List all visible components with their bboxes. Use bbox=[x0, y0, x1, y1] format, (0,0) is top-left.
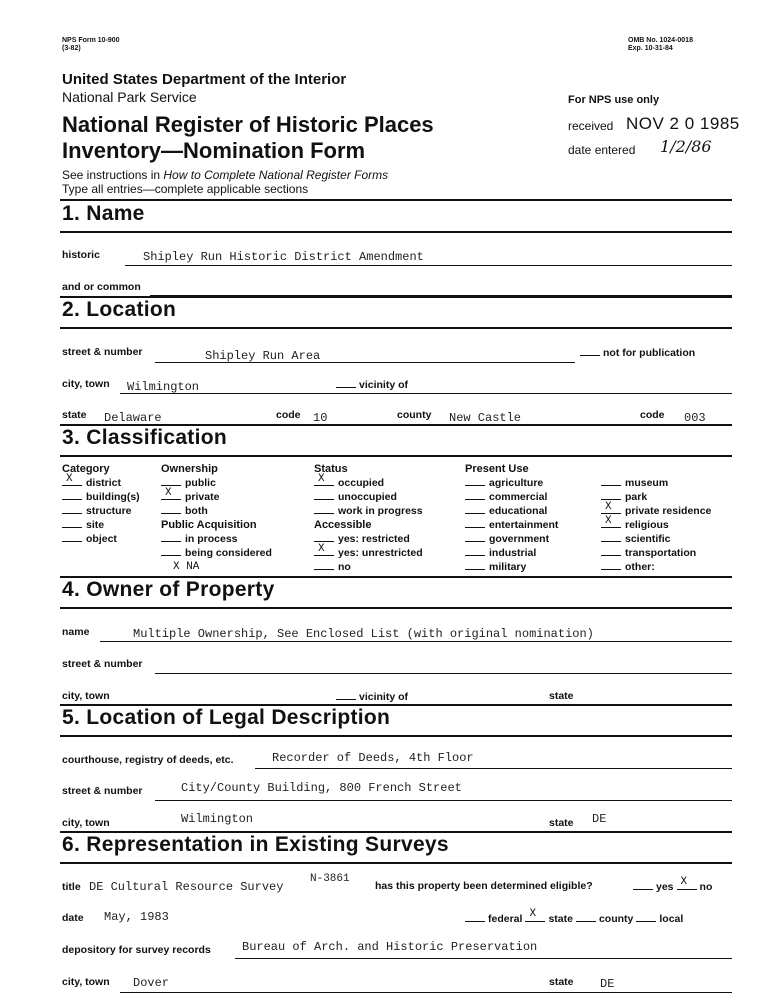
checkbox-blank[interactable] bbox=[161, 487, 181, 500]
form-date: (3-82) bbox=[62, 45, 81, 52]
checkbox-item[interactable] bbox=[465, 504, 558, 518]
field-line bbox=[235, 958, 732, 959]
present-use-column bbox=[465, 462, 558, 574]
checkbox-blank[interactable] bbox=[314, 473, 334, 486]
department-name: United States Department of the Interior bbox=[62, 71, 347, 88]
vicinity-label: vicinity of bbox=[336, 378, 408, 391]
omb-expiration: Exp. 10-31-84 bbox=[628, 45, 673, 52]
street-value: Shipley Run Area bbox=[205, 349, 321, 363]
status-heading: Status bbox=[314, 463, 348, 475]
county-label: county bbox=[397, 409, 432, 421]
checkbox-label: building(s) bbox=[86, 491, 140, 503]
checkbox-label: museum bbox=[625, 477, 669, 489]
received-stamp: NOV 2 0 1985 bbox=[626, 114, 740, 133]
instructions-line2: Type all entries—complete applicable sections bbox=[62, 182, 309, 196]
field-line bbox=[155, 800, 732, 801]
checkbox-item[interactable] bbox=[601, 476, 711, 490]
form-title-line2: Inventory—Nomination Form bbox=[62, 138, 366, 163]
checkbox-label: industrial bbox=[489, 547, 537, 559]
checkbox-item[interactable] bbox=[465, 532, 558, 546]
checkbox-blank[interactable] bbox=[62, 504, 82, 514]
field-line bbox=[120, 992, 732, 993]
section-rule bbox=[60, 607, 732, 609]
checkbox-blank[interactable] bbox=[314, 504, 334, 514]
owner-name-label: name bbox=[62, 626, 90, 638]
checkbox-blank[interactable] bbox=[601, 515, 621, 528]
omb-number: OMB No. 1024-0018 bbox=[628, 37, 693, 44]
checkbox-blank[interactable] bbox=[465, 476, 485, 486]
checkbox-item[interactable] bbox=[62, 473, 140, 490]
section-2-heading: 2. Location bbox=[62, 298, 177, 321]
checkbox-blank[interactable] bbox=[62, 518, 82, 528]
eligible-question: has this property been determined eligible? bbox=[375, 880, 593, 892]
present-use-column-2 bbox=[601, 476, 711, 574]
checkbox-blank[interactable] bbox=[161, 546, 181, 556]
state-label: state bbox=[62, 409, 87, 421]
checkbox-blank[interactable] bbox=[465, 490, 485, 500]
category-heading: Category bbox=[62, 463, 110, 475]
checkbox-label: both bbox=[185, 505, 208, 517]
checkbox-item[interactable] bbox=[62, 504, 140, 518]
field-line bbox=[120, 393, 732, 394]
checkbox-blank[interactable] bbox=[62, 490, 82, 500]
checkbox-label: structure bbox=[86, 505, 132, 517]
checkbox-label: private residence bbox=[625, 505, 712, 517]
checkbox-item[interactable] bbox=[314, 560, 423, 574]
checkbox-label: object bbox=[86, 533, 117, 545]
checkbox-label: educational bbox=[489, 505, 548, 517]
checkbox-item[interactable] bbox=[161, 546, 272, 560]
checkbox-item[interactable] bbox=[161, 532, 272, 546]
checkbox-item[interactable] bbox=[161, 504, 272, 518]
checkbox-label: government bbox=[489, 533, 550, 545]
code-label: code bbox=[276, 409, 301, 421]
checkbox-blank[interactable] bbox=[314, 532, 334, 542]
checkbox-blank[interactable] bbox=[601, 560, 621, 570]
field-line bbox=[255, 768, 732, 769]
checkbox-label: public bbox=[185, 477, 216, 489]
legal-state-value: DE bbox=[592, 812, 607, 826]
section-5-heading: 5. Location of Legal Description bbox=[62, 706, 391, 729]
city-value: Wilmington bbox=[127, 380, 200, 394]
checkbox-blank[interactable] bbox=[161, 504, 181, 514]
checkbox-item[interactable] bbox=[465, 518, 558, 532]
checkbox-item[interactable] bbox=[62, 518, 140, 532]
received-label: received bbox=[568, 119, 614, 133]
date-entered-label: date entered bbox=[568, 143, 636, 157]
checkbox-blank[interactable] bbox=[465, 518, 485, 528]
checkbox-blank[interactable] bbox=[601, 501, 621, 514]
checkbox-blank[interactable] bbox=[314, 560, 334, 570]
checkbox-mark: X bbox=[318, 543, 325, 555]
legal-street-label: street & number bbox=[62, 785, 143, 797]
courthouse-label: courthouse, registry of deeds, etc. bbox=[62, 754, 234, 766]
checkbox-item[interactable] bbox=[161, 476, 272, 490]
survey-city-value: Dover bbox=[133, 976, 170, 990]
section-rule bbox=[60, 231, 732, 233]
section-6-heading: 6. Representation in Existing Surveys bbox=[62, 833, 449, 856]
checkbox-label: unoccupied bbox=[338, 491, 397, 503]
checkbox-blank[interactable] bbox=[161, 532, 181, 542]
checkbox-label: religious bbox=[625, 519, 669, 531]
depository-label: depository for survey records bbox=[62, 944, 211, 956]
depository-value: Bureau of Arch. and Historic Preservation bbox=[242, 940, 538, 954]
legal-state-label: state bbox=[549, 817, 574, 829]
checkbox-mark: X bbox=[605, 515, 612, 527]
acquisition-heading: Public Acquisition bbox=[161, 519, 257, 531]
checkbox-label: agriculture bbox=[489, 477, 544, 489]
checkbox-item[interactable] bbox=[161, 487, 272, 504]
section-rule bbox=[60, 862, 732, 864]
owner-state-label: state bbox=[549, 690, 574, 702]
section-3-heading: 3. Classification bbox=[62, 426, 227, 449]
survey-title-value: DE Cultural Resource Survey bbox=[89, 880, 284, 894]
not-for-publication: not for publication bbox=[580, 346, 695, 359]
checkbox-blank[interactable] bbox=[601, 546, 621, 556]
common-name-label: and or common bbox=[62, 281, 141, 293]
survey-title-label: title bbox=[62, 881, 81, 893]
present-use-heading: Present Use bbox=[465, 463, 529, 475]
survey-city-label: city, town bbox=[62, 976, 110, 988]
checkbox-blank[interactable] bbox=[601, 532, 621, 542]
field-line bbox=[100, 641, 732, 642]
date-entered-handwritten: 1/2/86 bbox=[660, 137, 712, 156]
section-rule bbox=[60, 735, 732, 737]
legal-city-label: city, town bbox=[62, 817, 110, 829]
legal-street-value: City/County Building, 800 French Street bbox=[181, 781, 462, 795]
checkbox-label: in process bbox=[185, 533, 238, 545]
county-value: New Castle bbox=[449, 411, 522, 425]
owner-name-value: Multiple Ownership, See Enclosed List (with original nomination) bbox=[133, 627, 594, 641]
state-value: Delaware bbox=[104, 411, 162, 425]
checkbox-item[interactable] bbox=[465, 546, 558, 560]
checkbox-label: park bbox=[625, 491, 648, 503]
checkbox-blank[interactable] bbox=[465, 532, 485, 542]
checkbox-blank[interactable] bbox=[62, 473, 82, 486]
checkbox-label: commercial bbox=[489, 491, 548, 503]
checkbox-item[interactable] bbox=[62, 490, 140, 504]
checkbox-mark: X bbox=[605, 501, 612, 513]
legal-city-value: Wilmington bbox=[181, 812, 254, 826]
historic-value: Shipley Run Historic District Amendment bbox=[143, 250, 424, 264]
instructions-line1: See instructions in How to Complete National Register Forms bbox=[62, 168, 389, 182]
code-value: 10 bbox=[313, 411, 328, 425]
checkbox-label: transportation bbox=[625, 547, 697, 559]
checkbox-blank[interactable] bbox=[314, 543, 334, 556]
checkbox-item[interactable] bbox=[62, 532, 140, 546]
checkbox-item[interactable] bbox=[314, 532, 423, 546]
checkbox-label: yes: restricted bbox=[338, 533, 410, 545]
checkbox-blank[interactable] bbox=[62, 532, 82, 542]
checkbox-blank[interactable] bbox=[465, 504, 485, 514]
checkbox-label: being considered bbox=[185, 547, 272, 559]
ownership-column bbox=[161, 462, 272, 574]
survey-date-value: May, 1983 bbox=[104, 910, 169, 924]
checkbox-item[interactable] bbox=[601, 546, 711, 560]
checkbox-item[interactable] bbox=[601, 515, 711, 532]
checkbox-item[interactable] bbox=[601, 560, 711, 574]
form-number: NPS Form 10-900 bbox=[62, 37, 120, 44]
survey-state-label: state bbox=[549, 976, 574, 988]
checkbox-item[interactable] bbox=[465, 490, 558, 504]
service-name: National Park Service bbox=[62, 89, 197, 105]
checkbox-label: district bbox=[86, 477, 122, 489]
owner-street-label: street & number bbox=[62, 658, 143, 670]
historic-label: historic bbox=[62, 249, 100, 261]
checkbox-item[interactable] bbox=[601, 532, 711, 546]
checkbox-label: occupied bbox=[338, 477, 385, 489]
survey-date-label: date bbox=[62, 912, 84, 924]
checkbox-item[interactable] bbox=[601, 490, 711, 504]
form-title-line1: National Register of Historic Places bbox=[62, 112, 434, 137]
category-column bbox=[62, 462, 140, 546]
checkbox-blank[interactable] bbox=[465, 546, 485, 556]
county-code-value: 003 bbox=[684, 411, 706, 425]
field-line bbox=[155, 362, 575, 363]
checkbox-blank[interactable] bbox=[601, 490, 621, 500]
checkbox-label: site bbox=[86, 519, 105, 531]
checkbox-label: entertainment bbox=[489, 519, 559, 531]
checkbox-item[interactable] bbox=[465, 560, 558, 574]
county-code-label: code bbox=[640, 409, 665, 421]
checkbox-item[interactable] bbox=[465, 476, 558, 490]
checkbox-blank[interactable] bbox=[465, 560, 485, 570]
checkbox-label: work in progress bbox=[338, 505, 423, 517]
field-line bbox=[125, 265, 732, 266]
ownership-heading: Ownership bbox=[161, 463, 218, 475]
acquisition-na: X NA bbox=[173, 561, 200, 573]
eligible-yes-no: yes X no bbox=[633, 880, 712, 893]
survey-state-value: DE bbox=[600, 977, 615, 991]
survey-level: federal X state county local bbox=[465, 912, 683, 925]
checkbox-label: military bbox=[489, 561, 527, 573]
section-rule bbox=[60, 455, 732, 457]
checkbox-label: yes: unrestricted bbox=[338, 547, 423, 559]
checkbox-mark: X bbox=[66, 473, 73, 485]
section-1-heading: 1. Name bbox=[62, 202, 145, 225]
survey-number: N-3861 bbox=[310, 873, 350, 885]
courthouse-value: Recorder of Deeds, 4th Floor bbox=[272, 751, 474, 765]
checkbox-label: no bbox=[338, 561, 351, 573]
checkbox-item[interactable] bbox=[314, 504, 423, 518]
checkbox-item[interactable] bbox=[601, 501, 712, 518]
accessible-heading: Accessible bbox=[314, 519, 372, 531]
owner-city-label: city, town bbox=[62, 690, 110, 702]
section-rule bbox=[60, 327, 732, 329]
checkbox-label: other: bbox=[625, 561, 655, 573]
checkbox-item[interactable] bbox=[314, 490, 423, 504]
checkbox-item[interactable] bbox=[314, 543, 423, 560]
field-line bbox=[155, 673, 732, 674]
city-label: city, town bbox=[62, 378, 110, 390]
checkbox-blank[interactable] bbox=[161, 476, 181, 486]
checkbox-mark: X bbox=[318, 473, 325, 485]
status-column bbox=[314, 462, 423, 574]
street-label: street & number bbox=[62, 346, 143, 358]
checkbox-blank[interactable] bbox=[314, 490, 334, 500]
owner-vicinity-label: vicinity of bbox=[336, 690, 408, 703]
section-rule bbox=[60, 199, 732, 201]
checkbox-item[interactable] bbox=[314, 473, 423, 490]
section-4-heading: 4. Owner of Property bbox=[62, 578, 275, 601]
checkbox-label: private bbox=[185, 491, 220, 503]
nps-use-label: For NPS use only bbox=[568, 94, 660, 106]
checkbox-blank[interactable] bbox=[601, 476, 621, 486]
checkbox-mark: X bbox=[165, 487, 172, 499]
checkbox-label: scientific bbox=[625, 533, 671, 545]
